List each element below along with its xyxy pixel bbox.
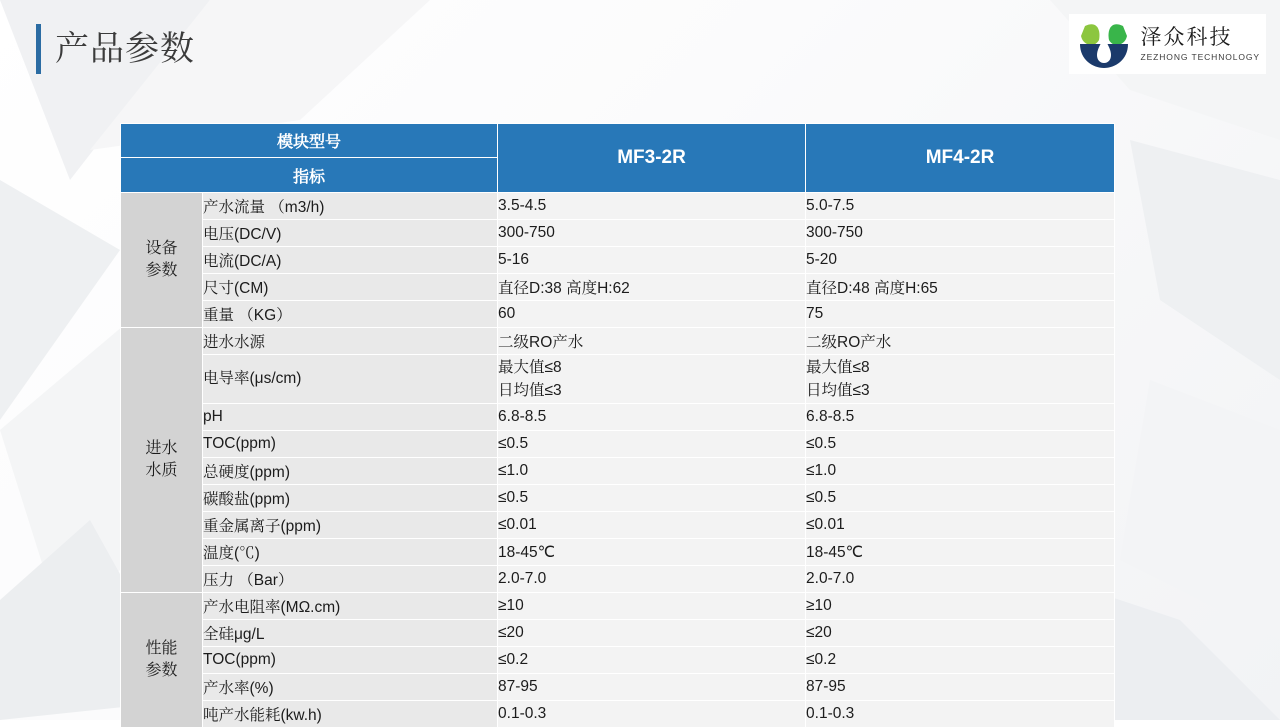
table-row: [121, 485, 1115, 512]
table-row: [121, 431, 1115, 458]
table-header-row-1: [121, 124, 1115, 158]
row-label: pH: [203, 404, 498, 431]
row-label: 温度(℃): [203, 539, 498, 566]
row-label: TOC(ppm): [203, 431, 498, 458]
row-label: TOC(ppm): [203, 647, 498, 674]
header-column-2: MF4-2R: [806, 124, 1115, 193]
group-label-3: 性能 参数: [121, 593, 203, 728]
row-label: 电导率(μs/cm): [203, 355, 498, 404]
table-row: [121, 512, 1115, 539]
group-label-2: 进水 水质: [121, 328, 203, 593]
table-row: [121, 647, 1115, 674]
row-value: 2.0-7.0: [806, 566, 1115, 593]
logo-company-name-en: ZEZHONG TECHNOLOGY: [1140, 51, 1260, 62]
row-value: 60: [498, 301, 806, 328]
row-label: 产水电阻率(MΩ.cm): [203, 593, 498, 620]
title-accent-bar: [36, 24, 41, 74]
row-label: 重金属离子(ppm): [203, 512, 498, 539]
row-value: 二级RO产水: [806, 328, 1115, 355]
row-value: 2.0-7.0: [498, 566, 806, 593]
row-value: 二级RO产水: [498, 328, 806, 355]
table-row: [121, 701, 1115, 728]
row-value: 5.0-7.5: [806, 193, 1115, 220]
row-label: 尺寸(CM): [203, 274, 498, 301]
row-label: 压力 （Bar）: [203, 566, 498, 593]
row-label: 吨产水能耗(kw.h): [203, 701, 498, 728]
row-label: 产水率(%): [203, 674, 498, 701]
table-row: [121, 404, 1115, 431]
row-value: 18-45℃: [806, 539, 1115, 566]
row-label: 进水水源: [203, 328, 498, 355]
table-row: [121, 458, 1115, 485]
row-value: ≤0.5: [498, 431, 806, 458]
row-value: 75: [806, 301, 1115, 328]
row-value: ≤0.2: [498, 647, 806, 674]
row-value: ≤0.5: [806, 485, 1115, 512]
table-row: [121, 355, 1115, 404]
row-value: ≥10: [498, 593, 806, 620]
row-value: 300-750: [806, 220, 1115, 247]
row-value: ≤0.5: [498, 485, 806, 512]
row-value: 6.8-8.5: [498, 404, 806, 431]
row-value: 5-16: [498, 247, 806, 274]
row-value: ≤1.0: [806, 458, 1115, 485]
row-label: 电压(DC/V): [203, 220, 498, 247]
row-value: 最大值≤8 日均值≤3: [498, 355, 806, 404]
row-value: 0.1-0.3: [498, 701, 806, 728]
row-value: 5-20: [806, 247, 1115, 274]
table-row: [121, 301, 1115, 328]
page-title: [36, 24, 195, 74]
table-row: [121, 593, 1115, 620]
row-label: 总硬度(ppm): [203, 458, 498, 485]
row-value: 直径D:48 高度H:65: [806, 274, 1115, 301]
row-label: 碳酸盐(ppm): [203, 485, 498, 512]
row-value: ≤0.01: [806, 512, 1115, 539]
row-value: ≥10: [806, 593, 1115, 620]
table-row: [121, 674, 1115, 701]
logo-company-name-cn: 泽众科技: [1140, 26, 1233, 50]
page-title-text: 产品参数: [55, 30, 195, 68]
row-value: 87-95: [498, 674, 806, 701]
row-value: ≤20: [806, 620, 1115, 647]
row-value: 最大值≤8 日均值≤3: [806, 355, 1115, 404]
table-row: [121, 620, 1115, 647]
row-value: 300-750: [498, 220, 806, 247]
specification-table: [120, 123, 1115, 728]
header-column-1: MF3-2R: [498, 124, 806, 193]
row-value: ≤0.5: [806, 431, 1115, 458]
row-label: 电流(DC/A): [203, 247, 498, 274]
header-model-label: 模块型号: [121, 124, 498, 158]
row-value: 0.1-0.3: [806, 701, 1115, 728]
row-value: ≤20: [498, 620, 806, 647]
table-row: [121, 247, 1115, 274]
company-logo: [1069, 14, 1266, 74]
table-row: [121, 539, 1115, 566]
row-value: ≤0.01: [498, 512, 806, 539]
row-value: ≤0.2: [806, 647, 1115, 674]
row-value: 18-45℃: [498, 539, 806, 566]
row-value: 6.8-8.5: [806, 404, 1115, 431]
header-index-label: 指标: [121, 158, 498, 193]
row-label: 重量 （KG）: [203, 301, 498, 328]
row-label: 产水流量 （m3/h): [203, 193, 498, 220]
row-value: 直径D:38 高度H:62: [498, 274, 806, 301]
table-row: [121, 220, 1115, 247]
table-row: [121, 274, 1115, 301]
row-value: 3.5-4.5: [498, 193, 806, 220]
table-row: [121, 193, 1115, 220]
table-row: [121, 566, 1115, 593]
row-value: ≤1.0: [498, 458, 806, 485]
row-label: 全硅μg/L: [203, 620, 498, 647]
group-label-1: 设备 参数: [121, 193, 203, 328]
row-value: 87-95: [806, 674, 1115, 701]
droplet-leaf-logo-icon: [1075, 18, 1133, 70]
table-row: [121, 328, 1115, 355]
